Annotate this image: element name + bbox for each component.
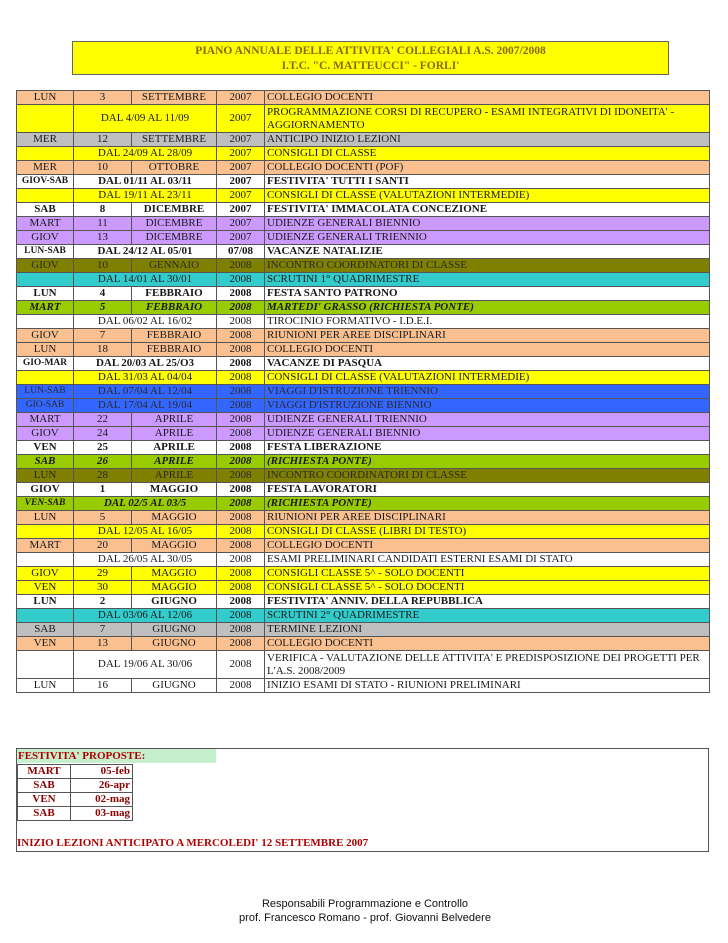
table-row: [17, 161, 710, 175]
row-month: SETTEMBRE: [132, 91, 217, 105]
row-activity: COLLEGIO DOCENTI: [265, 637, 710, 651]
table-row: [17, 189, 710, 203]
row-date-range: DAL 03/06 AL 12/06: [74, 609, 217, 623]
table-row: [17, 441, 710, 455]
proposed-holiday-day: VEN: [18, 793, 71, 807]
row-year: 2007: [217, 231, 265, 245]
row-year: 2007: [217, 175, 265, 189]
row-day: [17, 105, 74, 133]
row-activity: FESTA LIBERAZIONE: [265, 441, 710, 455]
row-month: GIUGNO: [132, 595, 217, 609]
row-year: 2007: [217, 189, 265, 203]
proposed-holiday-day: SAB: [18, 779, 71, 793]
row-year: 2007: [217, 217, 265, 231]
row-activity: UDIENZE GENERALI BIENNIO: [265, 217, 710, 231]
proposed-holiday-date: 03-mag: [71, 807, 133, 821]
table-row: [17, 455, 710, 469]
row-day-number: 5: [74, 511, 132, 525]
row-activity: PROGRAMMAZIONE CORSI DI RECUPERO - ESAMI INTEGRATIVI DI IDONEITA' - AGGIORNAMENTO: [265, 105, 710, 133]
row-month: MAGGIO: [132, 539, 217, 553]
row-year: 2008: [217, 427, 265, 441]
proposed-holiday-row: [18, 779, 133, 793]
row-day-number: 13: [74, 637, 132, 651]
proposed-holidays-box: [16, 748, 709, 852]
row-day-number: 10: [74, 161, 132, 175]
row-day: LUN: [17, 679, 74, 693]
row-day-number: 20: [74, 539, 132, 553]
row-day-number: 26: [74, 455, 132, 469]
row-day-number: 4: [74, 287, 132, 301]
row-day: [17, 371, 74, 385]
row-day: GIO-SAB: [17, 399, 74, 413]
row-day-number: 29: [74, 567, 132, 581]
row-activity: VIAGGI D'ISTRUZIONE TRIENNIO: [265, 385, 710, 399]
row-activity: CONSIGLI DI CLASSE (VALUTAZIONI INTERMEDIE): [265, 189, 710, 203]
row-activity: CONSIGLI DI CLASSE (VALUTAZIONI INTERMEDIE): [265, 371, 710, 385]
table-row: [17, 679, 710, 693]
row-year: 2008: [217, 595, 265, 609]
row-year: 2008: [217, 469, 265, 483]
row-month: GIUGNO: [132, 623, 217, 637]
row-year: 2008: [217, 511, 265, 525]
row-day: MER: [17, 161, 74, 175]
row-day: LUN-SAB: [17, 245, 74, 259]
row-year: 07/08: [217, 245, 265, 259]
early-start-note: INIZIO LEZIONI ANTICIPATO A MERCOLEDI' 12 SETTEMBRE 2007: [17, 837, 369, 849]
row-activity: COLLEGIO DOCENTI: [265, 343, 710, 357]
proposed-holidays-heading: FESTIVITA' PROPOSTE:: [17, 749, 216, 763]
title-line-2: I.T.C. "C. MATTEUCCI" - FORLI': [281, 60, 460, 72]
row-day-number: 7: [74, 329, 132, 343]
proposed-holiday-day: MART: [18, 765, 71, 779]
table-row: [17, 273, 710, 287]
row-date-range: DAL 02/5 AL 03/5: [74, 497, 217, 511]
row-day-number: 7: [74, 623, 132, 637]
row-month: FEBBRAIO: [132, 301, 217, 315]
row-activity: FESTA SANTO PATRONO: [265, 287, 710, 301]
row-day-number: 8: [74, 203, 132, 217]
row-year: 2008: [217, 637, 265, 651]
row-year: 2008: [217, 413, 265, 427]
row-date-range: DAL 01/11 AL 03/11: [74, 175, 217, 189]
row-day: [17, 525, 74, 539]
row-day-number: 18: [74, 343, 132, 357]
row-activity: SCRUTINI 1° QUADRIMESTRE: [265, 273, 710, 287]
row-day-number: 5: [74, 301, 132, 315]
row-day-number: 30: [74, 581, 132, 595]
row-year: 2008: [217, 553, 265, 567]
table-row: [17, 637, 710, 651]
row-day-number: 24: [74, 427, 132, 441]
row-month: MAGGIO: [132, 483, 217, 497]
row-year: 2008: [217, 651, 265, 679]
row-day: SAB: [17, 203, 74, 217]
table-row: [17, 343, 710, 357]
row-date-range: DAL 17/04 AL 19/04: [74, 399, 217, 413]
table-row: [17, 595, 710, 609]
row-activity: CONSIGLI CLASSE 5^ - SOLO DOCENTI: [265, 581, 710, 595]
row-day: GIO-MAR: [17, 357, 74, 371]
row-year: 2008: [217, 259, 265, 273]
table-row: [17, 525, 710, 539]
table-row: [17, 399, 710, 413]
table-row: [17, 259, 710, 273]
table-row: [17, 469, 710, 483]
row-day: MART: [17, 539, 74, 553]
row-year: 2008: [217, 273, 265, 287]
table-row: [17, 301, 710, 315]
row-day: MART: [17, 301, 74, 315]
row-day-number: 3: [74, 91, 132, 105]
row-date-range: DAL 4/09 AL 11/09: [74, 105, 217, 133]
row-activity: UDIENZE GENERALI TRIENNIO: [265, 413, 710, 427]
row-day: [17, 553, 74, 567]
row-year: 2008: [217, 357, 265, 371]
row-activity: TIROCINIO FORMATIVO - I.D.E.I.: [265, 315, 710, 329]
row-month: DICEMBRE: [132, 231, 217, 245]
row-activity: (RICHIESTA PONTE): [265, 455, 710, 469]
row-activity: FESTIVITA' IMMACOLATA CONCEZIONE: [265, 203, 710, 217]
row-activity: INIZIO ESAMI DI STATO - RIUNIONI PRELIMINARI: [265, 679, 710, 693]
row-activity: CONSIGLI DI CLASSE (LIBRI DI TESTO): [265, 525, 710, 539]
proposed-holiday-date: 26-apr: [71, 779, 133, 793]
row-activity: UDIENZE GENERALI TRIENNIO: [265, 231, 710, 245]
row-year: 2008: [217, 343, 265, 357]
row-activity: ESAMI PRELIMINARI CANDIDATI ESTERNI ESAMI DI STATO: [265, 553, 710, 567]
row-day-number: 2: [74, 595, 132, 609]
row-day: LUN-SAB: [17, 385, 74, 399]
row-activity: COLLEGIO DOCENTI: [265, 91, 710, 105]
row-activity: COLLEGIO DOCENTI (POF): [265, 161, 710, 175]
row-activity: SCRUTINI 2° QUADRIMESTRE: [265, 609, 710, 623]
row-day-number: 10: [74, 259, 132, 273]
proposed-holiday-row: [18, 793, 133, 807]
row-month: APRILE: [132, 441, 217, 455]
row-day: [17, 315, 74, 329]
table-row: [17, 231, 710, 245]
row-month: MAGGIO: [132, 511, 217, 525]
row-date-range: DAL 24/09 AL 28/09: [74, 147, 217, 161]
row-month: SETTEMBRE: [132, 133, 217, 147]
row-day: SAB: [17, 455, 74, 469]
row-year: 2007: [217, 91, 265, 105]
activities-table-body: [17, 91, 710, 693]
title-line-1: PIANO ANNUALE DELLE ATTIVITA' COLLEGIALI A.S. 2007/2008: [195, 45, 546, 57]
row-year: 2008: [217, 315, 265, 329]
row-date-range: DAL 26/05 AL 30/05: [74, 553, 217, 567]
proposed-holiday-row: [18, 807, 133, 821]
row-day-number: 11: [74, 217, 132, 231]
row-date-range: DAL 06/02 AL 16/02: [74, 315, 217, 329]
table-row: [17, 623, 710, 637]
row-activity: INCONTRO COORDINATORI DI CLASSE: [265, 469, 710, 483]
row-year: 2008: [217, 567, 265, 581]
row-day: GIOV: [17, 483, 74, 497]
row-day: GIOV-SAB: [17, 175, 74, 189]
table-row: [17, 609, 710, 623]
table-row: [17, 427, 710, 441]
table-row: [17, 553, 710, 567]
row-year: 2008: [217, 371, 265, 385]
row-year: 2007: [217, 133, 265, 147]
row-year: 2007: [217, 147, 265, 161]
row-activity: CONSIGLI DI CLASSE: [265, 147, 710, 161]
row-activity: VACANZE DI PASQUA: [265, 357, 710, 371]
table-row: [17, 539, 710, 553]
row-activity: TERMINE LEZIONI: [265, 623, 710, 637]
row-activity: VERIFICA - VALUTAZIONE DELLE ATTIVITA' E PREDISPOSIZIONE DEI PROGETTI PER L'A.S. 2008/2009: [265, 651, 710, 679]
row-month: APRILE: [132, 469, 217, 483]
proposed-holiday-row: [18, 765, 133, 779]
table-row: [17, 567, 710, 581]
row-day: LUN: [17, 287, 74, 301]
row-day-number: 28: [74, 469, 132, 483]
row-year: 2008: [217, 581, 265, 595]
row-date-range: DAL 19/06 AL 30/06: [74, 651, 217, 679]
row-activity: FESTA LAVORATORI: [265, 483, 710, 497]
proposed-holiday-date: 02-mag: [71, 793, 133, 807]
row-day: LUN: [17, 91, 74, 105]
row-activity: VACANZE NATALIZIE: [265, 245, 710, 259]
row-day: GIOV: [17, 231, 74, 245]
row-day-number: 25: [74, 441, 132, 455]
row-day: GIOV: [17, 329, 74, 343]
proposed-holidays-table: [17, 764, 133, 821]
row-activity: CONSIGLI CLASSE 5^ - SOLO DOCENTI: [265, 567, 710, 581]
row-year: 2008: [217, 609, 265, 623]
row-day: [17, 273, 74, 287]
table-row: [17, 287, 710, 301]
row-day: [17, 609, 74, 623]
table-row: [17, 217, 710, 231]
row-year: 2008: [217, 455, 265, 469]
row-month: DICEMBRE: [132, 203, 217, 217]
row-year: 2008: [217, 385, 265, 399]
row-month: FEBBRAIO: [132, 329, 217, 343]
table-row: [17, 651, 710, 679]
row-day: GIOV: [17, 259, 74, 273]
footer-line-2: prof. Francesco Romano - prof. Giovanni Belvedere: [239, 912, 491, 924]
table-row: [17, 147, 710, 161]
row-day-number: 13: [74, 231, 132, 245]
table-row: [17, 203, 710, 217]
table-row: [17, 357, 710, 371]
row-month: APRILE: [132, 455, 217, 469]
proposed-holiday-date: 05-feb: [71, 765, 133, 779]
row-activity: UDIENZE GENERALI BIENNIO: [265, 427, 710, 441]
row-activity: RIUNIONI PER AREE DISCIPLINARI: [265, 329, 710, 343]
table-row: [17, 133, 710, 147]
row-date-range: DAL 20/03 AL 25/O3: [74, 357, 217, 371]
row-year: 2008: [217, 287, 265, 301]
row-activity: FESTIVITA' TUTTI I SANTI: [265, 175, 710, 189]
row-month: MAGGIO: [132, 567, 217, 581]
row-date-range: DAL 31/03 AL 04/04: [74, 371, 217, 385]
table-row: [17, 413, 710, 427]
row-day: VEN: [17, 581, 74, 595]
row-year: 2008: [217, 441, 265, 455]
table-row: [17, 329, 710, 343]
row-day: VEN-SAB: [17, 497, 74, 511]
row-month: APRILE: [132, 413, 217, 427]
row-day: [17, 147, 74, 161]
row-month: APRILE: [132, 427, 217, 441]
table-row: [17, 245, 710, 259]
document-title: [72, 41, 669, 75]
row-day: MART: [17, 413, 74, 427]
row-date-range: DAL 12/05 AL 16/05: [74, 525, 217, 539]
row-day: [17, 651, 74, 679]
row-month: GIUGNO: [132, 637, 217, 651]
proposed-holidays-body: [18, 765, 133, 821]
table-row: [17, 497, 710, 511]
table-row: [17, 581, 710, 595]
row-activity: VIAGGI D'ISTRUZIONE BIENNIO: [265, 399, 710, 413]
row-year: 2007: [217, 161, 265, 175]
footer-signature: [200, 897, 530, 925]
row-activity: MARTEDI' GRASSO (RICHIESTA PONTE): [265, 301, 710, 315]
row-day-number: 22: [74, 413, 132, 427]
row-day-number: 1: [74, 483, 132, 497]
proposed-holiday-day: SAB: [18, 807, 71, 821]
row-activity: COLLEGIO DOCENTI: [265, 539, 710, 553]
row-year: 2008: [217, 623, 265, 637]
row-day: MER: [17, 133, 74, 147]
table-row: [17, 315, 710, 329]
row-date-range: DAL 19/11 AL 23/11: [74, 189, 217, 203]
row-month: OTTOBRE: [132, 161, 217, 175]
row-day: SAB: [17, 623, 74, 637]
row-activity: RIUNIONI PER AREE DISCIPLINARI: [265, 511, 710, 525]
table-row: [17, 483, 710, 497]
row-day-number: 12: [74, 133, 132, 147]
row-day: MART: [17, 217, 74, 231]
row-year: 2008: [217, 329, 265, 343]
row-month: FEBBRAIO: [132, 287, 217, 301]
table-row: [17, 175, 710, 189]
table-row: [17, 105, 710, 133]
row-day: LUN: [17, 511, 74, 525]
row-day: [17, 189, 74, 203]
row-year: 2008: [217, 539, 265, 553]
row-month: FEBBRAIO: [132, 343, 217, 357]
row-day: VEN: [17, 441, 74, 455]
row-year: 2008: [217, 525, 265, 539]
row-year: 2008: [217, 483, 265, 497]
footer-line-1: Responsabili Programmazione e Controllo: [261, 898, 469, 910]
row-month: MAGGIO: [132, 581, 217, 595]
row-year: 2008: [217, 399, 265, 413]
row-day: VEN: [17, 637, 74, 651]
row-year: 2007: [217, 203, 265, 217]
row-date-range: DAL 24/12 AL 05/01: [74, 245, 217, 259]
row-day: GIOV: [17, 567, 74, 581]
table-row: [17, 385, 710, 399]
row-activity: ANTICIPO INIZIO LEZIONI: [265, 133, 710, 147]
row-month: DICEMBRE: [132, 217, 217, 231]
row-day: LUN: [17, 469, 74, 483]
table-row: [17, 91, 710, 105]
row-month: GENNAIO: [132, 259, 217, 273]
row-year: 2008: [217, 679, 265, 693]
table-row: [17, 371, 710, 385]
row-day: LUN: [17, 343, 74, 357]
row-year: 2007: [217, 105, 265, 133]
row-activity: (RICHIESTA PONTE): [265, 497, 710, 511]
row-month: GIUGNO: [132, 679, 217, 693]
row-activity: FESTIVITA' ANNIV. DELLA REPUBBLICA: [265, 595, 710, 609]
row-day: GIOV: [17, 427, 74, 441]
activities-table: [16, 90, 710, 693]
row-year: 2008: [217, 497, 265, 511]
row-day: LUN: [17, 595, 74, 609]
row-date-range: DAL 14/01 AL 30/01: [74, 273, 217, 287]
row-activity: INCONTRO COORDINATORI DI CLASSE: [265, 259, 710, 273]
table-row: [17, 511, 710, 525]
row-date-range: DAL 07/04 AL 12/04: [74, 385, 217, 399]
row-day-number: 16: [74, 679, 132, 693]
row-year: 2008: [217, 301, 265, 315]
